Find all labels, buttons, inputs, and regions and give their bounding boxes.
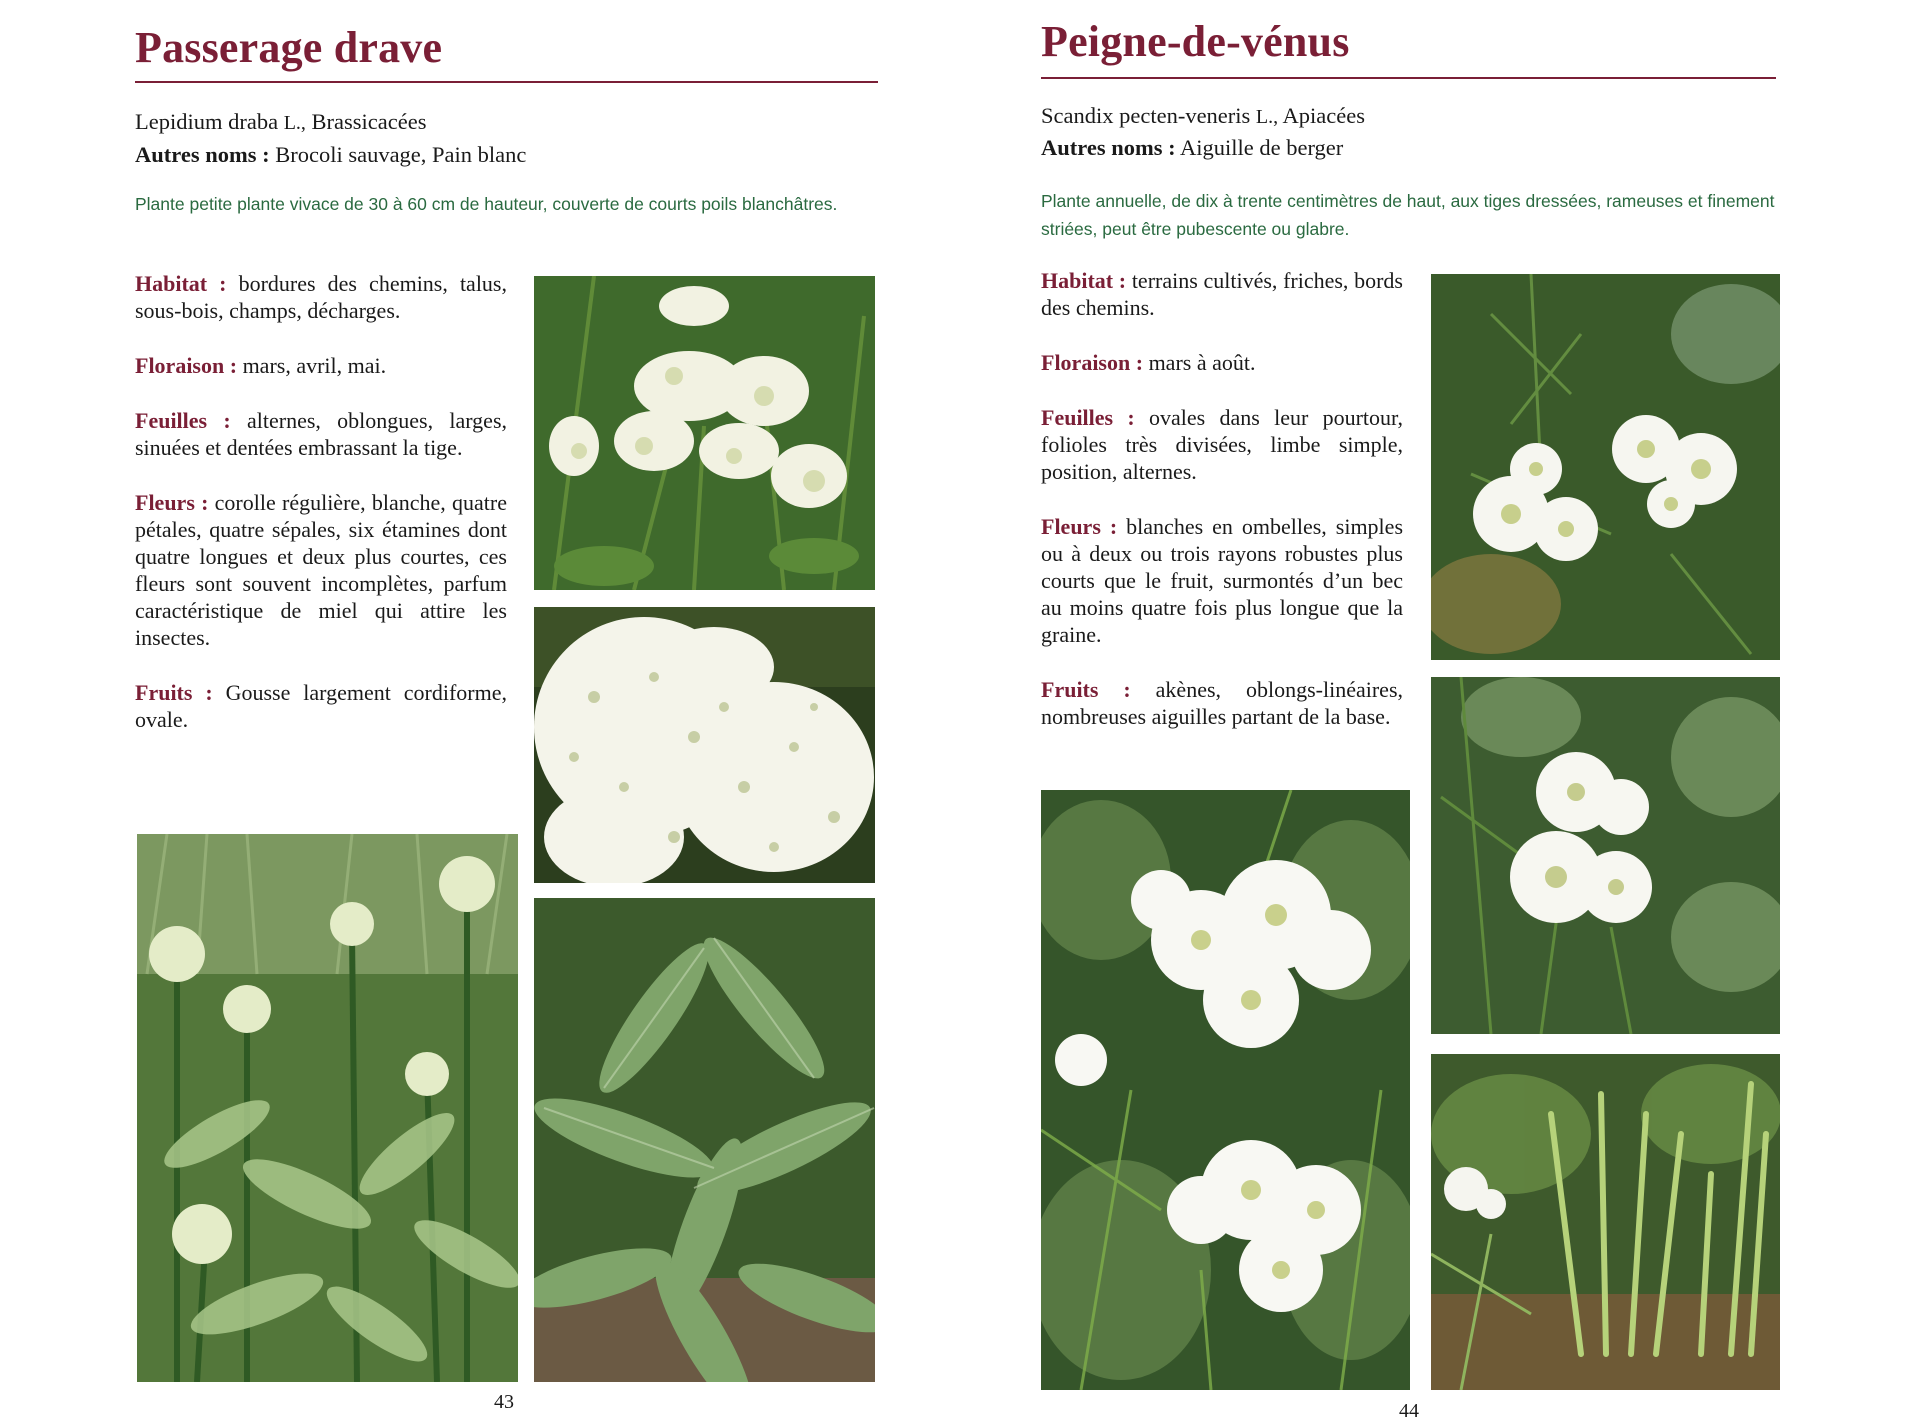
left-sci-author: L., xyxy=(283,112,306,134)
section-text: mars, avril, mai. xyxy=(242,353,387,378)
section-label: Habitat : xyxy=(1041,268,1127,293)
right-section-fruits xyxy=(1041,676,1403,730)
photo-scandix-flowers-large xyxy=(1041,790,1410,1390)
left-description: Plante petite plante vivace de 30 à 60 cm de hauteur, couverte de courts poils blanchâtres. xyxy=(135,194,838,214)
right-body-text xyxy=(1041,267,1403,758)
section-label: Floraison : xyxy=(135,353,238,378)
section-text: corolle régulière, blanche, quatre pétales, quatre sépales, six étamines dont quatre longues et deux plus courtes, ces fleurs sont souvent incomplètes, parfum caractéristique de miel qui attire les insectes. xyxy=(135,490,507,650)
right-section-feuilles xyxy=(1041,404,1403,485)
left-title-rule xyxy=(135,81,878,83)
section-text: blanches en ombelles, simples ou à deux ou trois rayons robustes plus courts que le fruit, surmontés d’un bec au moins quatre fois plus longue que la graine. xyxy=(1041,514,1404,647)
photo-scandix-flowers-top xyxy=(1431,274,1780,660)
left-section-habitat xyxy=(135,270,507,324)
right-section-floraison xyxy=(1041,349,1403,376)
photo-scandix-fruits xyxy=(1431,1054,1780,1390)
section-label: Feuilles : xyxy=(135,408,231,433)
right-sci-author: L., xyxy=(1255,106,1279,128)
section-text: ovales dans leur pourtour, folioles très divisées, limbe simple, position, alternes. xyxy=(1041,405,1403,484)
right-description: Plante annuelle, de dix à trente centimètres de haut, aux tiges dressées, rameuses et finement striées, peut être pubescente ou glabre. xyxy=(1041,191,1775,239)
left-body-text xyxy=(135,270,507,761)
left-section-fleurs xyxy=(135,489,507,651)
left-page-number: 43 xyxy=(494,1391,514,1413)
section-label: Fleurs : xyxy=(135,490,209,515)
photo-lepidium-umbels xyxy=(534,276,875,590)
right-scientific-line xyxy=(1041,100,1365,133)
right-section-fleurs xyxy=(1041,513,1403,648)
section-text: mars à août. xyxy=(1148,350,1256,375)
right-family: Apiacées xyxy=(1282,103,1365,128)
right-sci-name: Scandix pecten-veneris xyxy=(1041,103,1251,128)
section-text: Gousse largement cordiforme, ovale. xyxy=(135,680,508,732)
left-other-names-label: Autres noms : xyxy=(135,142,270,167)
left-section-floraison xyxy=(135,352,507,379)
section-text: alternes, oblongues, larges, sinuées et dentées embrassant la tige. xyxy=(135,408,507,460)
left-page-title: Passerage drave xyxy=(135,23,443,72)
right-page xyxy=(960,0,1919,1420)
left-scientific-line xyxy=(135,106,427,139)
section-label: Feuilles : xyxy=(1041,405,1135,430)
photo-lepidium-leaves xyxy=(534,898,875,1382)
photo-lepidium-plants xyxy=(137,834,518,1382)
section-label: Fruits : xyxy=(135,680,213,705)
right-title-rule xyxy=(1041,77,1776,79)
left-sci-name: Lepidium draba xyxy=(135,109,279,134)
photo-scandix-flowers-middle xyxy=(1431,677,1780,1034)
left-family: Brassicacées xyxy=(311,109,427,134)
left-other-names: Brocoli sauvage, Pain blanc xyxy=(275,142,527,167)
section-label: Floraison : xyxy=(1041,350,1144,375)
left-other-names-line xyxy=(135,139,526,170)
right-section-habitat xyxy=(1041,267,1403,321)
right-other-names: Aiguille de berger xyxy=(1179,135,1344,160)
right-page-title: Peigne-de-vénus xyxy=(1041,17,1350,66)
section-label: Fleurs : xyxy=(1041,514,1118,539)
section-text: bordures des chemins, talus, sous-bois, champs, décharges. xyxy=(135,271,507,323)
right-other-names-label: Autres noms : xyxy=(1041,135,1176,160)
section-text: akènes, oblongs-linéaires, nombreuses aiguilles partant de la base. xyxy=(1041,677,1403,729)
section-label: Habitat : xyxy=(135,271,227,296)
left-section-feuilles xyxy=(135,407,507,461)
left-page xyxy=(0,0,960,1420)
section-label: Fruits : xyxy=(1041,677,1131,702)
right-other-names-line xyxy=(1041,132,1343,163)
photo-lepidium-flower-mass xyxy=(534,607,875,883)
right-page-number: 44 xyxy=(1399,1400,1419,1422)
section-text: terrains cultivés, friches, bords des chemins. xyxy=(1041,268,1403,320)
left-section-fruits xyxy=(135,679,507,733)
